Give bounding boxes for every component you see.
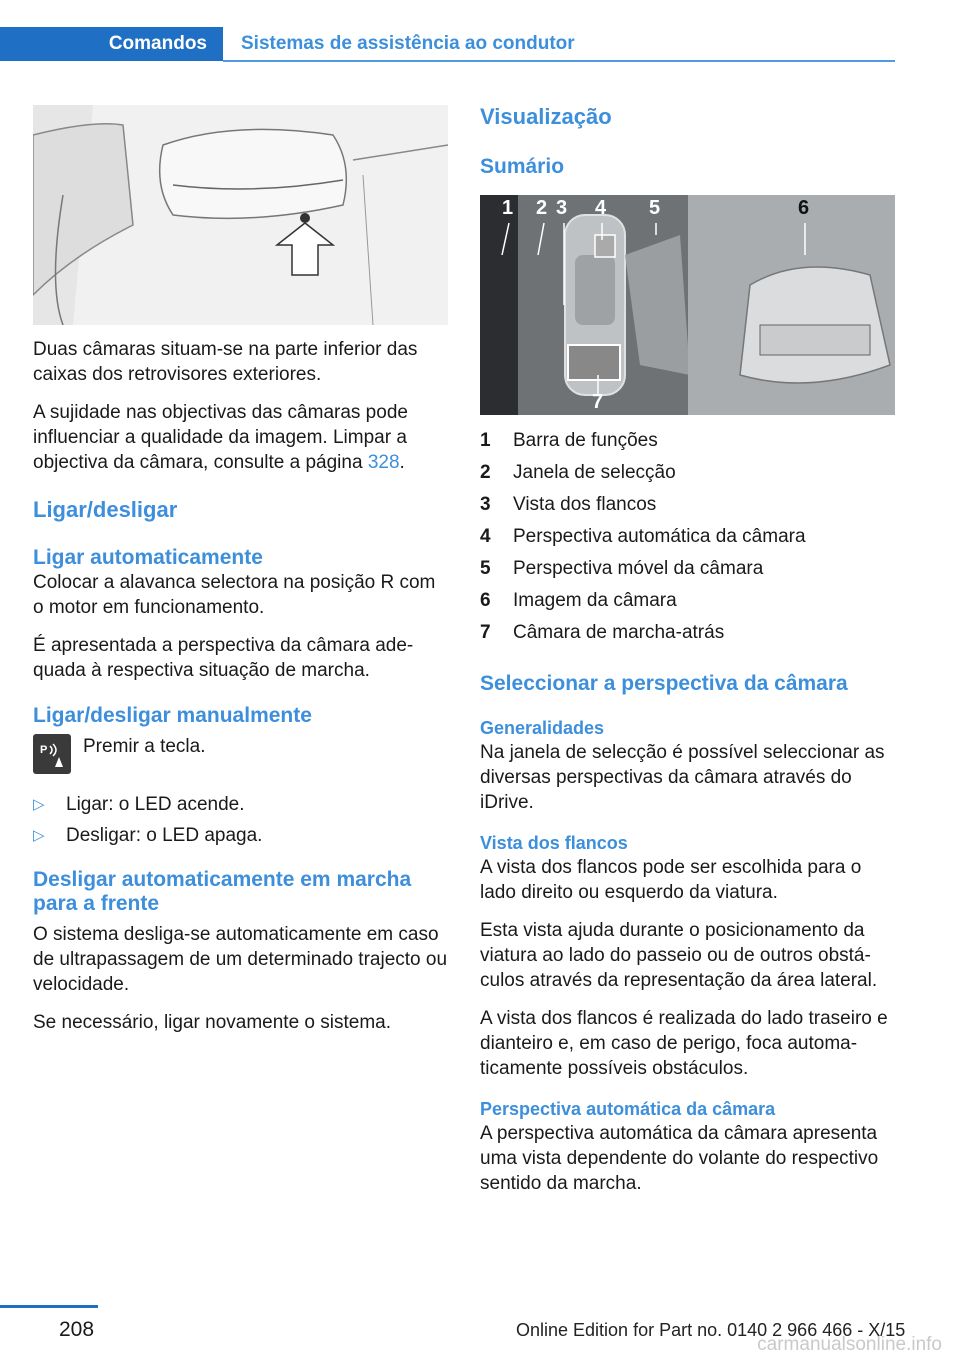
heading-auto-on: Ligar automaticamente <box>33 546 263 569</box>
figure-label: 1 <box>502 197 514 219</box>
page-link[interactable]: 328 <box>367 452 400 473</box>
bullet-text: Ligar: o LED acende. <box>66 794 245 815</box>
general-paragraph: Na janela de selecção é possível seleccionar as diversas perspectivas da câmara através do iDrive. <box>480 742 885 813</box>
left-column <box>33 105 448 1048</box>
caption-paragraph: Duas câmaras situam-se na parte inferior das caixas dos retrovisores exteriores. <box>33 339 418 385</box>
edition-text: Online Edition for Part no. 0140 2 966 466 - X/15 <box>516 1320 906 1340</box>
button-instruction <box>33 734 448 774</box>
triangle-bullet-icon: ▷ <box>33 796 45 813</box>
figure-label: 5 <box>649 197 661 219</box>
cleaning-end: . <box>399 452 405 473</box>
right-column <box>480 100 896 1209</box>
heading-auto-perspective: Perspectiva automática da câmara <box>480 1099 776 1119</box>
page-number: 208 <box>59 1318 95 1341</box>
header-section-title: Sistemas de assistência ao condutor <box>241 33 575 54</box>
flank-paragraph-2: Esta vista ajuda durante o posicionamento da viatura ao lado do passeio ou de outros obstáculos através da representação da área lateral. <box>480 920 878 991</box>
header-tab: Comandos <box>0 27 223 61</box>
flank-paragraph-1: A vista dos flancos pode ser escolhida para o lado direito ou esquerdo da viatura. <box>480 857 862 903</box>
flank-paragraph-3: A vista dos flancos é realizada do lado traseiro e dianteiro e, em caso de perigo, foca automaticamente possíveis obstáculos. <box>480 1008 888 1079</box>
camera-button-icon <box>33 734 71 774</box>
figure-label: 3 <box>556 197 568 219</box>
heading-visualization: Visualização <box>480 104 612 129</box>
auto-off-paragraph-2: Se necessário, ligar novamente o sistema. <box>33 1012 392 1033</box>
legend-item: 1 Barra de funções <box>480 430 658 451</box>
legend-item: 7 Câmara de marcha-atrás <box>480 622 725 643</box>
heading-auto-off: Desligar automaticamente em marcha para a frente <box>33 868 412 915</box>
legend-list <box>480 425 896 649</box>
svg-text:P: P <box>40 744 48 756</box>
legend-item: 6 Imagem da câmara <box>480 590 677 611</box>
cleaning-paragraph <box>33 400 448 475</box>
heading-manual: Ligar/desligar manualmente <box>33 704 312 727</box>
auto-on-paragraph-2: É apresentada a perspectiva da câmara adequada à respectiva situação de marcha. <box>33 635 414 681</box>
camera-display-figure <box>480 195 895 415</box>
legend-item: 4 Perspectiva automática da câmara <box>480 526 806 547</box>
figure-label: 6 <box>798 197 810 219</box>
auto-perspective-paragraph: A perspectiva automática da câmara apresenta uma vista dependente do volante do respectivo sentido da marcha. <box>480 1123 879 1194</box>
auto-off-paragraph-1: O sistema desliga-se automaticamente em caso de ultrapassagem de um determinado trajecto ou velocidade. <box>33 924 448 995</box>
legend-item: 2 Janela de selecção <box>480 462 676 483</box>
bullet-item <box>33 823 448 848</box>
watermark: carmanualsonline.info <box>757 1334 942 1355</box>
heading-general: Generalidades <box>480 718 605 738</box>
mirror-camera-illustration <box>33 105 448 325</box>
triangle-bullet-icon: ▷ <box>33 827 45 844</box>
legend-item: 3 Vista dos flancos <box>480 494 657 515</box>
bullet-item <box>33 792 448 817</box>
figure-label: 2 <box>536 197 548 219</box>
heading-flank-view: Vista dos flancos <box>480 833 628 853</box>
figure-label: 4 <box>595 197 607 219</box>
cleaning-text: A sujidade nas objectivas das câmaras pode influenciar a qualidade da imagem. Limpar a objectiva da câmara, consulte a página <box>33 402 408 473</box>
heading-on-off: Ligar/desligar <box>33 497 178 522</box>
press-key-text: Premir a tecla. <box>83 736 206 757</box>
bullet-text: Desligar: o LED apaga. <box>66 825 263 846</box>
footer-rule <box>0 1305 98 1308</box>
heading-summary: Sumário <box>480 155 565 178</box>
auto-on-paragraph-1: Colocar a alavanca selectora na posição R com o motor em funcionamento. <box>33 572 436 618</box>
legend-item: 5 Perspectiva móvel da câmara <box>480 558 764 579</box>
heading-select-perspective: Seleccionar a perspectiva da câmara <box>480 672 848 695</box>
header-rule <box>223 60 895 62</box>
figure-label: 7 <box>592 391 604 413</box>
